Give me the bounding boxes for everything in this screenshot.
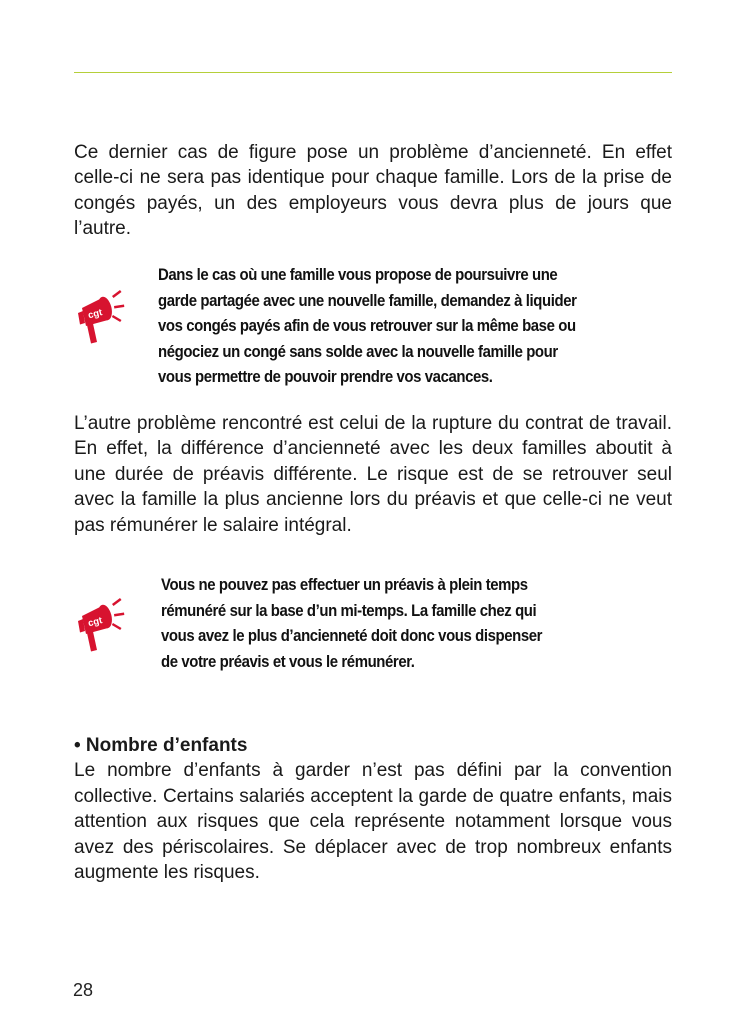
svg-text:cgt: cgt: [86, 615, 104, 630]
callout-line: de votre préavis et vous le rémunérer.: [161, 651, 415, 671]
callout-line: vous permettre de pouvoir prendre vos vacances.: [158, 367, 493, 387]
svg-text:cgt: cgt: [86, 307, 104, 322]
callout-line: Dans le cas où une famille vous propose de poursuivre une: [158, 265, 558, 284]
body-paragraph-2: L’autre problème rencontré est celui de la rupture du contrat de travail. En effet, la différence d’ancienneté avec les deux familles aboutit à une durée de préavis différente. Le risque est de se retrouver seul avec la famille la plus ancienne lors du préavis et que celle-ci ne veut pas rémunérer le salaire intégral.: [74, 413, 672, 536]
callout-line: garde partagée avec une nouvelle famille, demandez à liquider: [158, 290, 577, 310]
cgt-callout-1: [74, 262, 674, 392]
callout-line: négociez un congé sans solde avec la nouvelle famille pour: [158, 341, 558, 361]
section-heading: • Nombre d’enfants: [74, 735, 248, 756]
body-paragraph-1: Ce dernier cas de figure pose un problème d’ancienneté. En effet celle-ci ne sera pas identique pour chaque famille. Lors de la prise de congés payés, un des employeurs vous devra plus de jours que l’autre.: [74, 142, 672, 240]
header-rule: [74, 72, 672, 73]
page-number: 28: [73, 980, 94, 1000]
callout-line: rémunéré sur la base d’un mi-temps. La famille chez qui: [161, 600, 537, 620]
cgt-callout-2: [74, 572, 674, 676]
megaphone-icon: [74, 592, 134, 656]
section-body: Le nombre d’enfants à garder n’est pas défini par la convention collective. Certains salariés acceptent la garde de quatre enfants, mais attention aux risques que cela représente notamment lorsque vous avez des périscolaires. Se déplacer avec de trop nombreux enfants augmente les risques.: [74, 760, 672, 884]
callout-line: Vous ne pouvez pas effectuer un préavis à plein temps: [161, 575, 528, 594]
callout-text-1: [158, 262, 577, 390]
callout-line: vos congés payés afin de vous retrouver sur la même base ou: [158, 316, 576, 336]
megaphone-icon: [74, 284, 134, 348]
callout-line: vous avez le plus d’ancienneté doit donc vous dispenser: [161, 626, 543, 646]
callout-text-2: [161, 572, 542, 674]
body-paragraph-3: [74, 733, 672, 885]
